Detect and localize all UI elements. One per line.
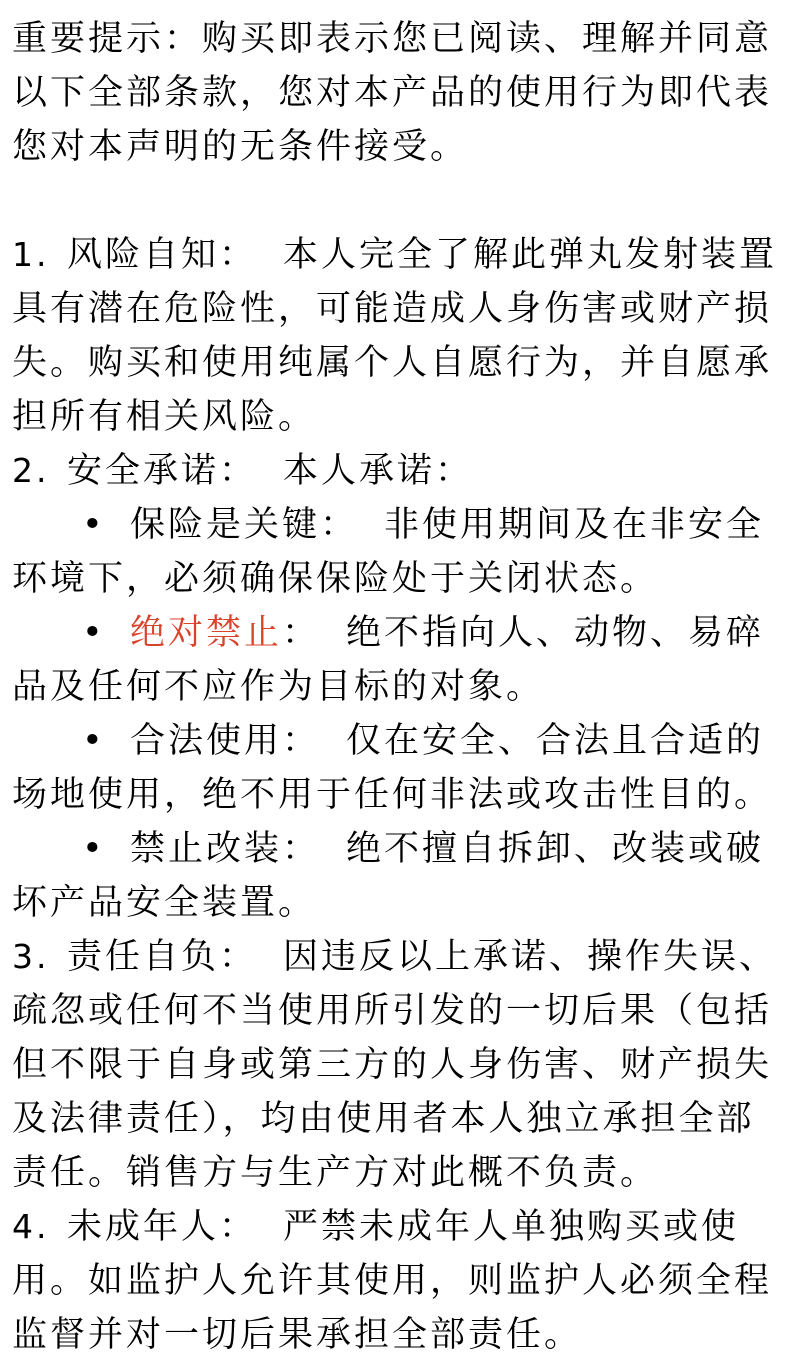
bullet-text: 绝不擅自拆卸、改装或破坏产品安全装置。 [12,829,765,923]
clause-text: 本人承诺： [283,451,474,491]
clause-number: 1. [12,235,50,274]
clause-heading: 安全承诺： [67,451,258,491]
bullet-dot-icon: • [82,613,106,653]
bullet-text: 绝不指向人、动物、易碎品及任何不应作为目标的对象。 [12,613,765,707]
blank-line [12,174,788,228]
clause-3 [12,930,788,1200]
intro-paragraph: 重要提示：购买即表示您已阅读、理解并同意以下全部条款，您对本产品的使用行为即代表您对本声明的无条件接受。 [12,19,773,167]
bullet-item [12,714,788,822]
bullet-heading: 保险是关键： [130,505,359,545]
clause-number: 2. [12,451,50,490]
clause-heading: 责任自负： [67,937,258,977]
clause-2 [12,444,788,498]
clause-heading: 未成年人： [67,1207,258,1247]
bullet-dot-icon: • [82,829,106,869]
bullet-item [12,498,788,606]
bullet-text: 仅在安全、合法且合适的场地使用，绝不用于任何非法或攻击性目的。 [12,721,773,815]
bullet-heading-highlight: 绝对禁止 [130,613,283,653]
clause-text: 严禁未成年人单独购买或使用。如监护人允许其使用，则监护人必须全程监督并对一切后果承担全部责任。 [12,1207,773,1355]
clause-heading: 风险自知： [67,235,258,275]
clause-number: 3. [12,937,50,976]
clause-text: 因违反以上承诺、操作失误、疏忽或任何不当使用所引发的一切后果（包括但不限于自身或第三方的人身伤害、财产损失及法律责任），均由使用者本人独立承担全部责任。销售方与生产方对此概不负责。 [12,937,778,1193]
clause-4 [12,1200,788,1362]
bullet-heading: 禁止改装： [130,829,321,869]
bullet-dot-icon: • [82,505,106,545]
clause-1 [12,228,788,444]
bullet-text: 非使用期间及在非安全环境下，必须确保保险处于关闭状态。 [12,505,765,599]
bullet-heading-colon: ： [282,613,321,653]
clause-text: 本人完全了解此弹丸发射装置具有潜在危险性，可能造成人身伤害或财产损失。购买和使用纯属个人自愿行为，并自愿承担所有相关风险。 [12,235,778,437]
bullet-heading: 合法使用： [130,721,321,761]
clause-number: 4. [12,1207,50,1246]
bullet-item [12,606,788,714]
bullet-dot-icon: • [82,721,106,761]
bullet-item [12,822,788,930]
